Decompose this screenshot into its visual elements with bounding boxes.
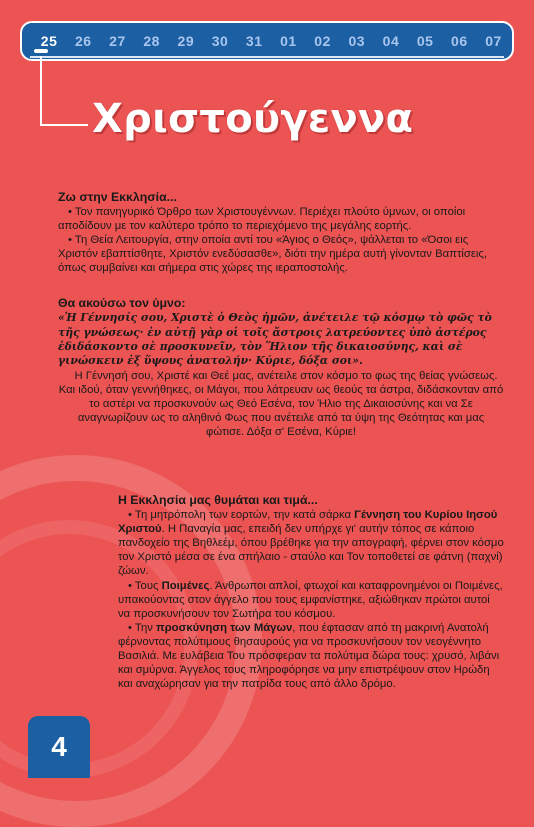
section-church-life <box>58 190 504 276</box>
date-item: 28 <box>143 33 160 49</box>
text: • Τους <box>128 579 162 592</box>
hymn-text: «Ἡ Γέννησίς σου, Χριστὲ ὁ Θεὸς ἡμῶν, ἀνέτειλε τῷ κόσμῳ τὸ φῶς τὸ τῆς γνώσεως· ἐν αὐτῇ γὰρ οἱ τοῖς ἄστροις λατρεύοντες ὑπὸ ἀστέρος ἐδιδάσκοντο σὲ προσκυνεῖν, τὸν Ἥλιον τῆς δικαιοσύνης, καὶ σὲ γινώσκειν ἐξ ὕψους ἀνατολήν· Κύριε, δόξα σοι». <box>58 311 492 368</box>
date-item: 27 <box>109 33 126 49</box>
connector-line-vertical <box>40 56 42 126</box>
paragraph: • Τον πανηγυρικό Όρθρο των Χριστουγέννων. Περιέχει πλούτο ύμνων, οι οποίοι αποδίδουν με τον καλύτερο τρόπο το περιεχόμενο της μεγάλης εορτής. <box>58 206 466 233</box>
date-item: 26 <box>74 33 92 49</box>
page-title: Χριστούγεννα <box>92 96 414 142</box>
date-item: 04 <box>382 33 400 49</box>
bold-text: προσκύνηση των Μάγων <box>156 621 293 634</box>
date-item: 06 <box>451 33 468 49</box>
section-church-remembers <box>118 493 504 691</box>
date-item: 30 <box>211 33 229 49</box>
bullet-magi <box>118 621 504 691</box>
bold-text: Γέννηση του Κυρίου Ιησού Χριστού <box>118 509 498 536</box>
date-item-active: 25 <box>40 33 58 49</box>
date-item: 07 <box>485 33 502 49</box>
date-strip <box>20 21 514 61</box>
text: • Τη μητρόπολη των εορτών, την κατά σάρκα <box>128 509 355 522</box>
date-track-line <box>30 56 504 58</box>
section-heading: Θα ακούσω τον ύμνο: <box>58 296 186 310</box>
text: . Η Παναγία μας, επειδή δεν υπήρχε γι' αυτήν τόπος σε κάποιο πανδοχείο της Βηθλεέμ, όπου βρέθηκε για την απογραφή, φέρνει στον κόσμο τον Χριστό μέσα σε ένα σπήλαιο - σταύλο και Τον τοποθετεί σε φάτνη (παχνί) ζώων. <box>118 523 504 578</box>
date-item: 03 <box>348 33 366 49</box>
text: , που έφτασαν από τη μακρινή Ανατολή φέρνοντας πολύτιμους θησαυρούς για να προσκυνήσουν τον νεογέννητο Βασιλιά. Με ευλάβεια Του πρόσφεραν τα πολύτιμα δώρα τους: χρυσό, λιβάνι και σμύρνα. Άγγελος τους πληροφόρησε να μην επιστρέψουν στον Ηρώδη και αναχώρησαν για την πατρίδα τους από άλλο δρόμο. <box>118 621 500 691</box>
bullet-shepherds <box>118 579 504 621</box>
bold-text: Ποιμένες <box>161 579 210 592</box>
date-item: 02 <box>314 33 331 49</box>
section-heading: Ζω στην Εκκλησία... <box>58 190 177 204</box>
hymn-translation: Η Γέννησή σου, Χριστέ και Θεέ μας, ανέτειλε στον κόσμο το φως της θείας γνώσεως. Και ιδού, όταν γεννήθηκες, οι Μάγοι, που λάτρευαν ως θεούς τα άστρα, διδάσκονταν από το αστέρι να προσκυνούν ως Θεό Εσένα, τον Ήλιο της Δικαιοσύνης και να Σε αναγνωρίζουν ως το αληθινό Φως που ανέτειλε από τα ύψη της Θεότητας και μας φώτισε. Δόξα σ' Εσένα, Κύριε! <box>58 369 504 439</box>
section-hymn <box>58 296 504 439</box>
section-heading: Η Εκκλησία μας θυμάται και τιμά... <box>118 493 318 507</box>
connector-line-horizontal <box>40 124 88 126</box>
text: • Την <box>128 621 157 634</box>
date-item: 31 <box>245 33 263 49</box>
active-date-marker <box>34 49 48 53</box>
date-item: 01 <box>280 33 297 49</box>
date-item: 05 <box>416 33 434 49</box>
date-list <box>22 23 512 59</box>
paragraph: • Τη Θεία Λειτουργία, στην οποία αντί του «Άγιος ο Θεός», ψάλλεται το «Όσοι εις Χριστόν εβαπτίσθητε, Χριστόν ενεδύσασθε», διότι την ημέρα αυτή γίνονταν Βαπτίσεις, όπως συμβαίνει και σήμερα στις χώρες της ιεραποστολής. <box>58 234 488 275</box>
bullet-nativity <box>118 508 504 578</box>
text: . Άνθρωποι απλοί, φτωχοί και καταφρονημένοι οι Ποιμένες, υπακούοντας στον άγγελο που τους εμφανίστηκε, αξιώθηκαν πρώτοι αυτοί να προσκυνήσουν τον Σωτήρα του κόσμου. <box>118 579 503 620</box>
page-number: 4 <box>28 716 90 778</box>
date-item: 29 <box>177 33 195 49</box>
